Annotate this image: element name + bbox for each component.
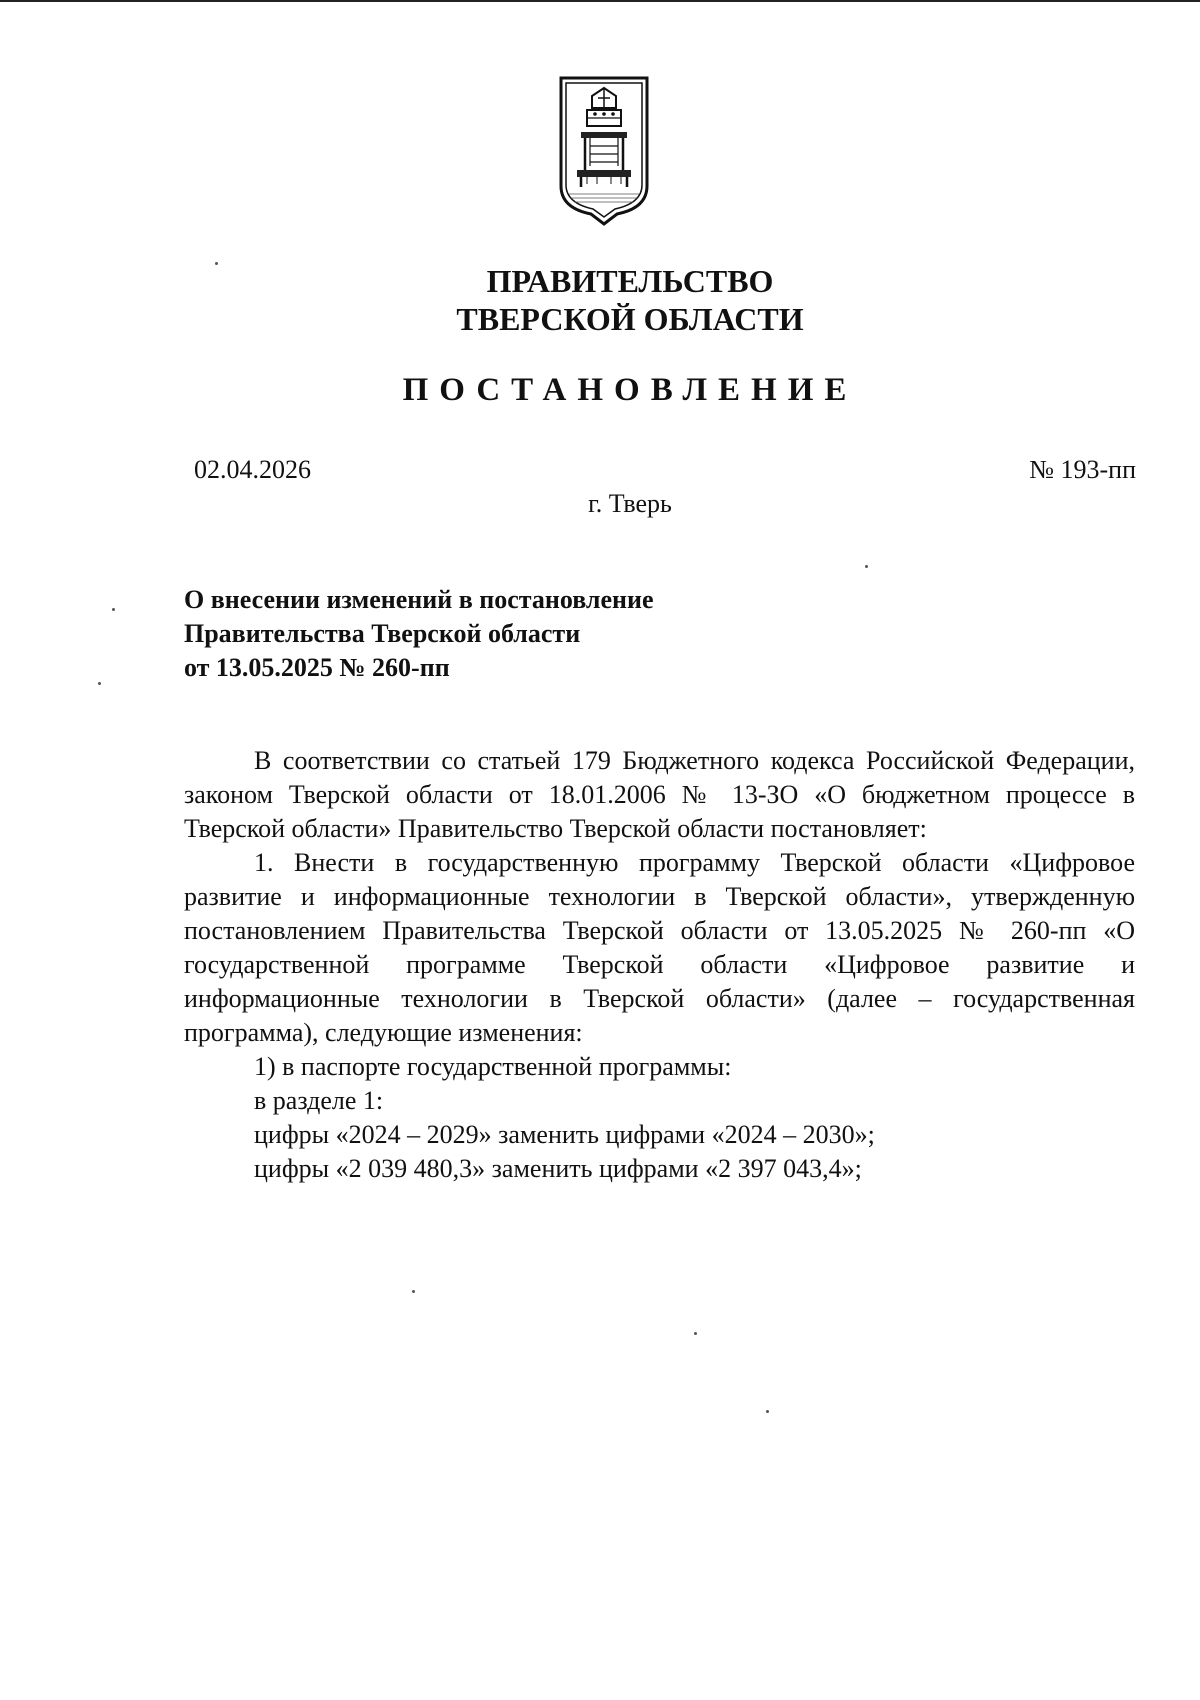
body-paragraph-change-1: цифры «2024 – 2029» заменить цифрами «2024 – 2030»;	[254, 1120, 875, 1149]
organization-name-line-2: ТВЕРСКОЙ ОБЛАСТИ	[456, 301, 804, 337]
document-subject	[184, 583, 654, 685]
organization-name-line-1: ПРАВИТЕЛЬСТВО	[486, 263, 774, 299]
scan-speck	[694, 1332, 697, 1335]
scan-speck	[215, 262, 218, 265]
document-body	[184, 744, 1135, 1186]
body-paragraph-item-1: 1. Внести в государственную программу Тверской области «Цифровое развитие и информационные технологии в Тверской области», утвержденную постановлением Правительства Тверской области от 13.05.2025 № 260-пп «О государственной программе Тверской области «Цифровое развитие и информационные технологии в Тверской области» (далее – государственная программа), следующие изменения:	[184, 848, 1135, 1047]
scan-speck	[412, 1290, 415, 1293]
document-type-title: ПОСТАНОВЛЕНИЕ	[402, 372, 858, 408]
document-city: г. Тверь	[588, 489, 672, 518]
subject-line-2: Правительства Тверской области	[184, 619, 581, 648]
document-number: № 193-пп	[1029, 455, 1136, 484]
scan-speck	[766, 1410, 769, 1413]
scan-speck	[98, 682, 101, 685]
subject-line-3: от 13.05.2025 № 260-пп	[184, 653, 450, 682]
tver-coat-of-arms-icon	[557, 74, 651, 229]
body-paragraph-change-2: цифры «2 039 480,3» заменить цифрами «2 397 043,4»;	[254, 1154, 862, 1183]
subject-line-1: О внесении изменений в постановление	[184, 585, 654, 614]
document-date: 02.04.2026	[194, 455, 311, 484]
body-paragraph-preamble: В соответствии со статьей 179 Бюджетного кодекса Российской Федерации, законом Тверской области от 18.01.2006 № 13-ЗО «О бюджетном процессе в Тверской области» Правительство Тверской области постановляет:	[184, 746, 1135, 843]
scan-speck	[112, 608, 115, 611]
body-paragraph-subitem-1: 1) в паспорте государственной программы:	[254, 1052, 732, 1081]
body-paragraph-section: в разделе 1:	[254, 1086, 384, 1115]
scan-speck	[865, 565, 868, 568]
scan-edge-line	[0, 0, 1200, 2]
